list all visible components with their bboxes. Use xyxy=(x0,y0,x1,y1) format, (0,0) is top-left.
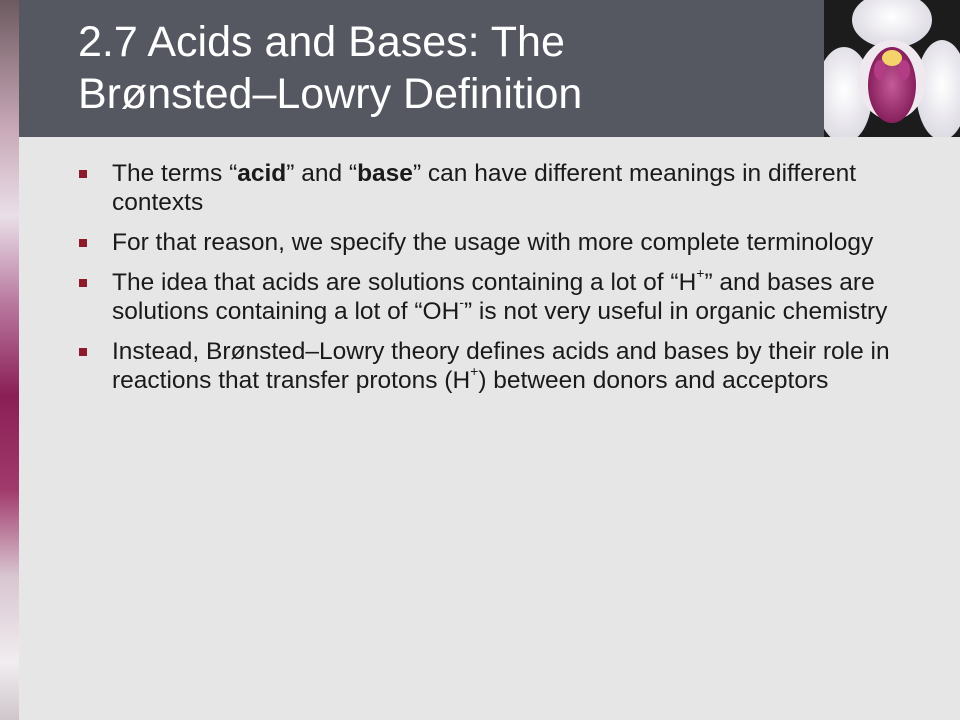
square-bullet-icon xyxy=(79,239,87,247)
orchid-photo-strip xyxy=(0,0,19,720)
bullet-item: The terms “acid” and “base” can have different meanings in different contexts xyxy=(77,159,897,217)
title-bar xyxy=(19,0,824,137)
slide-title: 2.7 Acids and Bases: The Brønsted–Lowry Definition xyxy=(78,18,583,118)
square-bullet-icon xyxy=(79,279,87,287)
bullet-item: Instead, Brønsted–Lowry theory defines acids and bases by their role in reactions that transfer protons (H+) between donors and acceptors xyxy=(77,337,897,395)
bullet-list xyxy=(77,159,897,406)
orchid-flower-photo xyxy=(824,0,960,137)
square-bullet-icon xyxy=(79,170,87,178)
bullet-item: For that reason, we specify the usage with more complete terminology xyxy=(77,228,897,257)
bullet-item: The idea that acids are solutions containing a lot of “H+” and bases are solutions containing a lot of “OH-” is not very useful in organic chemistry xyxy=(77,268,897,326)
square-bullet-icon xyxy=(79,348,87,356)
slide-content xyxy=(19,137,960,720)
